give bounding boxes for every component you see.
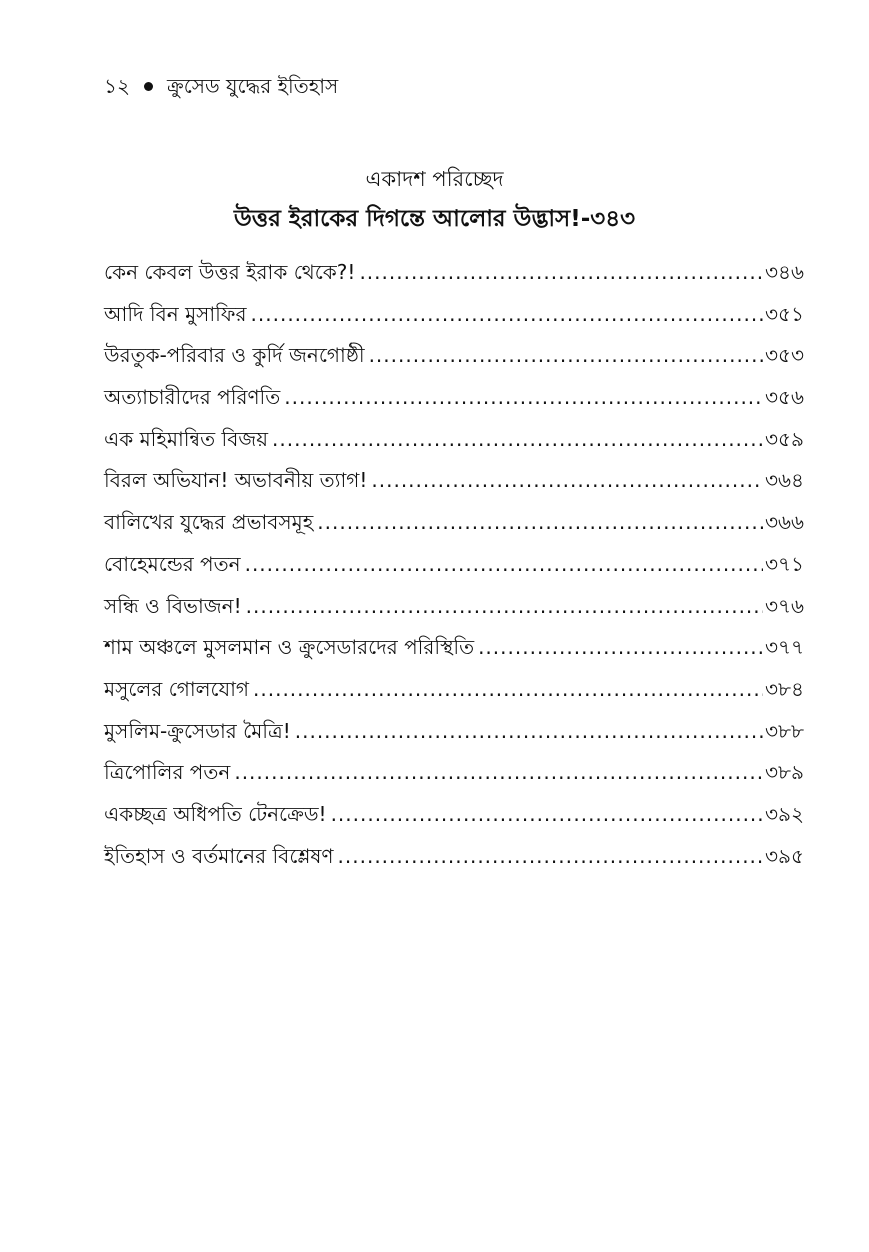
- toc-entry-page: ৩৭৬: [764, 593, 804, 618]
- toc-entry-title: ত্রিপোলির পতন: [104, 760, 231, 785]
- bullet-icon: [144, 82, 153, 91]
- toc-entry: [104, 335, 804, 377]
- toc-entry-page: ৩৬৬: [764, 510, 804, 535]
- dot-leader: [253, 669, 763, 711]
- dot-leader: [245, 544, 763, 586]
- toc-entry: [104, 294, 804, 336]
- chapter-title: উত্তর ইরাকের দিগন্তে আলোর উদ্ভাস!-৩৪৩: [233, 206, 636, 232]
- toc-entry: [104, 586, 804, 628]
- toc-entry: [104, 794, 804, 836]
- toc-entry: [104, 502, 804, 544]
- toc-entry: [104, 460, 804, 502]
- toc-entry-page: ৩৯৫: [765, 843, 804, 868]
- toc-entry-page: ৩৯২: [765, 801, 804, 826]
- dot-leader: [317, 502, 763, 544]
- toc-entry-page: ৩৫৯: [765, 426, 804, 451]
- chapter-label: একাদশ পরিচ্ছেদ: [365, 167, 504, 191]
- toc-entry-title: উরতুক-পরিবার ও কুর্দি জনগোষ্ঠী: [104, 343, 365, 368]
- toc-entry: [104, 752, 804, 794]
- toc-entry-title: বোহেমন্ডের পতন: [104, 551, 241, 576]
- toc-entry-title: সন্ধি ও বিভাজন!: [104, 593, 242, 618]
- page-number: ১২: [104, 74, 130, 98]
- toc-entry-title: আদি বিন মুসাফির: [104, 301, 247, 326]
- dot-leader: [284, 377, 763, 419]
- toc-entry: [104, 544, 804, 586]
- dot-leader: [359, 252, 763, 294]
- toc-entry: [104, 252, 804, 294]
- toc-entry-page: ৩৫১: [765, 301, 804, 326]
- toc-entry: [104, 627, 804, 669]
- toc-entry-page: ৩৮৮: [765, 718, 804, 743]
- toc-entry: [104, 419, 804, 461]
- toc-entry-page: ৩৫৬: [765, 385, 804, 410]
- toc-entry-page: ৩৮৪: [765, 676, 804, 701]
- book-title: ক্রুসেড যুদ্ধের ইতিহাস: [166, 74, 339, 98]
- toc-entry-title: মুসলিম-ক্রুসেডার মৈত্রি!: [104, 718, 291, 743]
- dot-leader: [338, 836, 764, 878]
- dot-leader: [295, 711, 763, 753]
- toc-entry-title: বালিখের যুদ্ধের প্রভাবসমূহ: [104, 510, 314, 535]
- toc-entry-title: শাম অঞ্চলে মুসলমান ও ক্রুসেডারদের পরিস্থিতি: [104, 635, 475, 660]
- toc-entry-page: ৩৭১: [765, 551, 804, 576]
- table-of-contents: [104, 252, 804, 877]
- toc-entry: [104, 669, 804, 711]
- toc-entry-title: কেন কেবল উত্তর ইরাক থেকে?!: [104, 260, 356, 284]
- dot-leader: [369, 335, 763, 377]
- dot-leader: [246, 586, 763, 628]
- dot-leader: [478, 627, 763, 669]
- toc-entry-title: বিরল অভিযান! অভাবনীয় ত্যাগ!: [104, 468, 368, 493]
- toc-entry: [104, 377, 804, 419]
- running-header: [104, 74, 338, 98]
- toc-entry-title: মসুলের গোলযোগ: [104, 676, 250, 701]
- toc-entry-page: ৩৬৪: [765, 468, 804, 493]
- toc-entry: [104, 711, 804, 753]
- toc-entry-title: ইতিহাস ও বর্তমানের বিশ্লেষণ: [104, 843, 334, 868]
- toc-entry-page: ৩৫৩: [765, 343, 804, 368]
- dot-leader: [331, 794, 763, 836]
- dot-leader: [234, 752, 763, 794]
- toc-entry-title: অত্যাচারীদের পরিণতি: [104, 385, 281, 410]
- toc-entry-page: ৩৮৯: [765, 760, 804, 785]
- dot-leader: [371, 460, 763, 502]
- toc-entry: [104, 836, 804, 878]
- toc-entry-page: ৩৭৭: [764, 635, 804, 660]
- dot-leader: [251, 294, 764, 336]
- toc-entry-page: ৩৪৬: [765, 260, 804, 284]
- toc-entry-title: এক মহিমান্বিত বিজয়: [104, 426, 269, 451]
- dot-leader: [272, 419, 763, 461]
- toc-entry-title: একচ্ছত্র অধিপতি টেনক্রেড!: [104, 801, 327, 826]
